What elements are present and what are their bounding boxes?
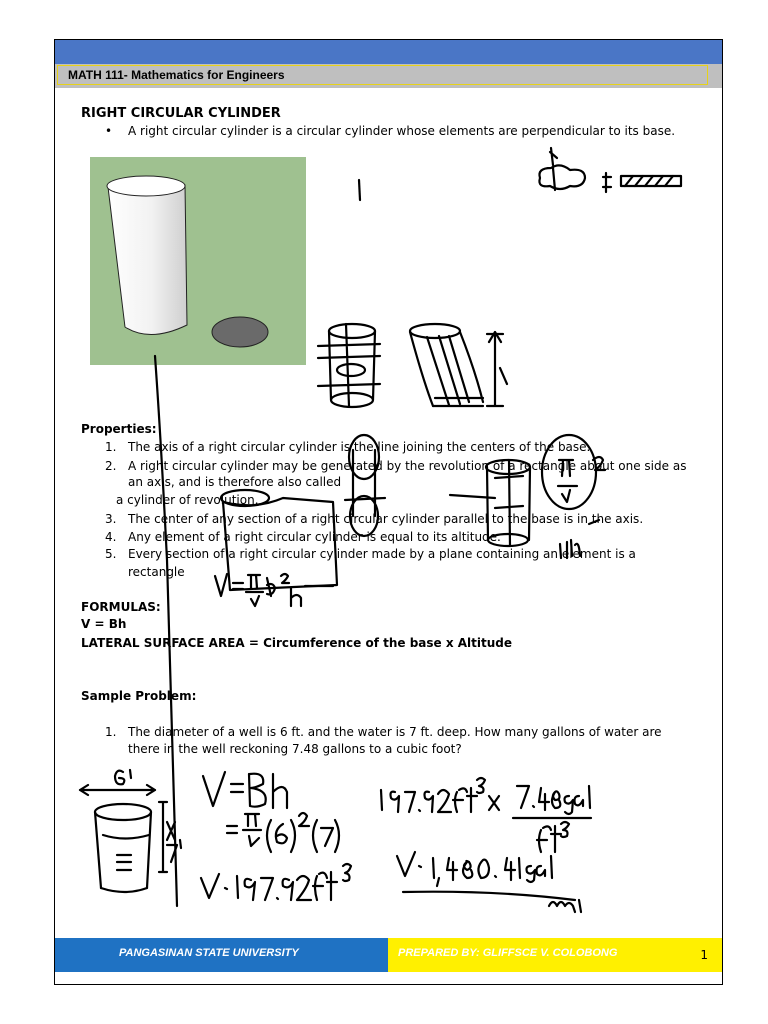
volume-formula: V = Bh bbox=[81, 617, 127, 631]
footer-bar bbox=[55, 938, 722, 972]
formulas-heading: FORMULAS: bbox=[81, 600, 161, 614]
list-number: 1. bbox=[105, 725, 117, 739]
list-number: 4. bbox=[105, 530, 117, 544]
properties-heading: Properties: bbox=[81, 422, 157, 436]
course-title: MATH 111- Mathematics for Engineers bbox=[57, 65, 708, 85]
footer-prepared-by: PREPARED BY: GLIFFSCE V. COLOBONG bbox=[398, 947, 618, 959]
footer-right-panel bbox=[388, 938, 722, 972]
list-number: 1. bbox=[105, 440, 117, 454]
bullet-icon: • bbox=[105, 124, 113, 138]
section-title: RIGHT CIRCULAR CYLINDER bbox=[81, 106, 281, 121]
list-number: 5. bbox=[105, 547, 117, 561]
footer-left-panel bbox=[55, 938, 388, 972]
list-item: The axis of a right circular cylinder is the line joining the centers of the base. bbox=[128, 440, 591, 454]
list-item: A right circular cylinder may be generated by the revolution of a rectangle about one side as bbox=[128, 459, 687, 473]
handwritten-annotations bbox=[55, 40, 723, 985]
list-item: Every section of a right circular cylinder made by a plane containing an element is a bbox=[128, 547, 636, 561]
sample-problem-heading: Sample Problem: bbox=[81, 689, 197, 703]
list-item: Any element of a right circular cylinder is equal to its altitude. bbox=[128, 530, 501, 544]
list-item-continued: a cylinder of revolution. bbox=[116, 493, 259, 507]
page-number: 1 bbox=[700, 948, 708, 962]
footer-university: PANGASINAN STATE UNIVERSITY bbox=[119, 947, 299, 959]
list-item-continued: an axis, and is therefore also called bbox=[128, 475, 342, 489]
sample-problem-text-continued: there in the well reckoning 7.48 gallons to a cubic foot? bbox=[128, 742, 462, 756]
list-item-continued: rectangle bbox=[128, 565, 185, 579]
list-item: The center of any section of a right circular cylinder parallel to the base is in the axis. bbox=[128, 512, 644, 526]
list-number: 3. bbox=[105, 512, 117, 526]
list-number: 2. bbox=[105, 459, 117, 473]
sample-problem-text: The diameter of a well is 6 ft. and the water is 7 ft. deep. How many gallons of water are bbox=[128, 725, 662, 739]
document-page bbox=[54, 39, 723, 985]
definition-text: A right circular cylinder is a circular cylinder whose elements are perpendicular to its base. bbox=[128, 124, 676, 138]
lateral-area-formula: LATERAL SURFACE AREA = Circumference of the base x Altitude bbox=[81, 636, 513, 650]
